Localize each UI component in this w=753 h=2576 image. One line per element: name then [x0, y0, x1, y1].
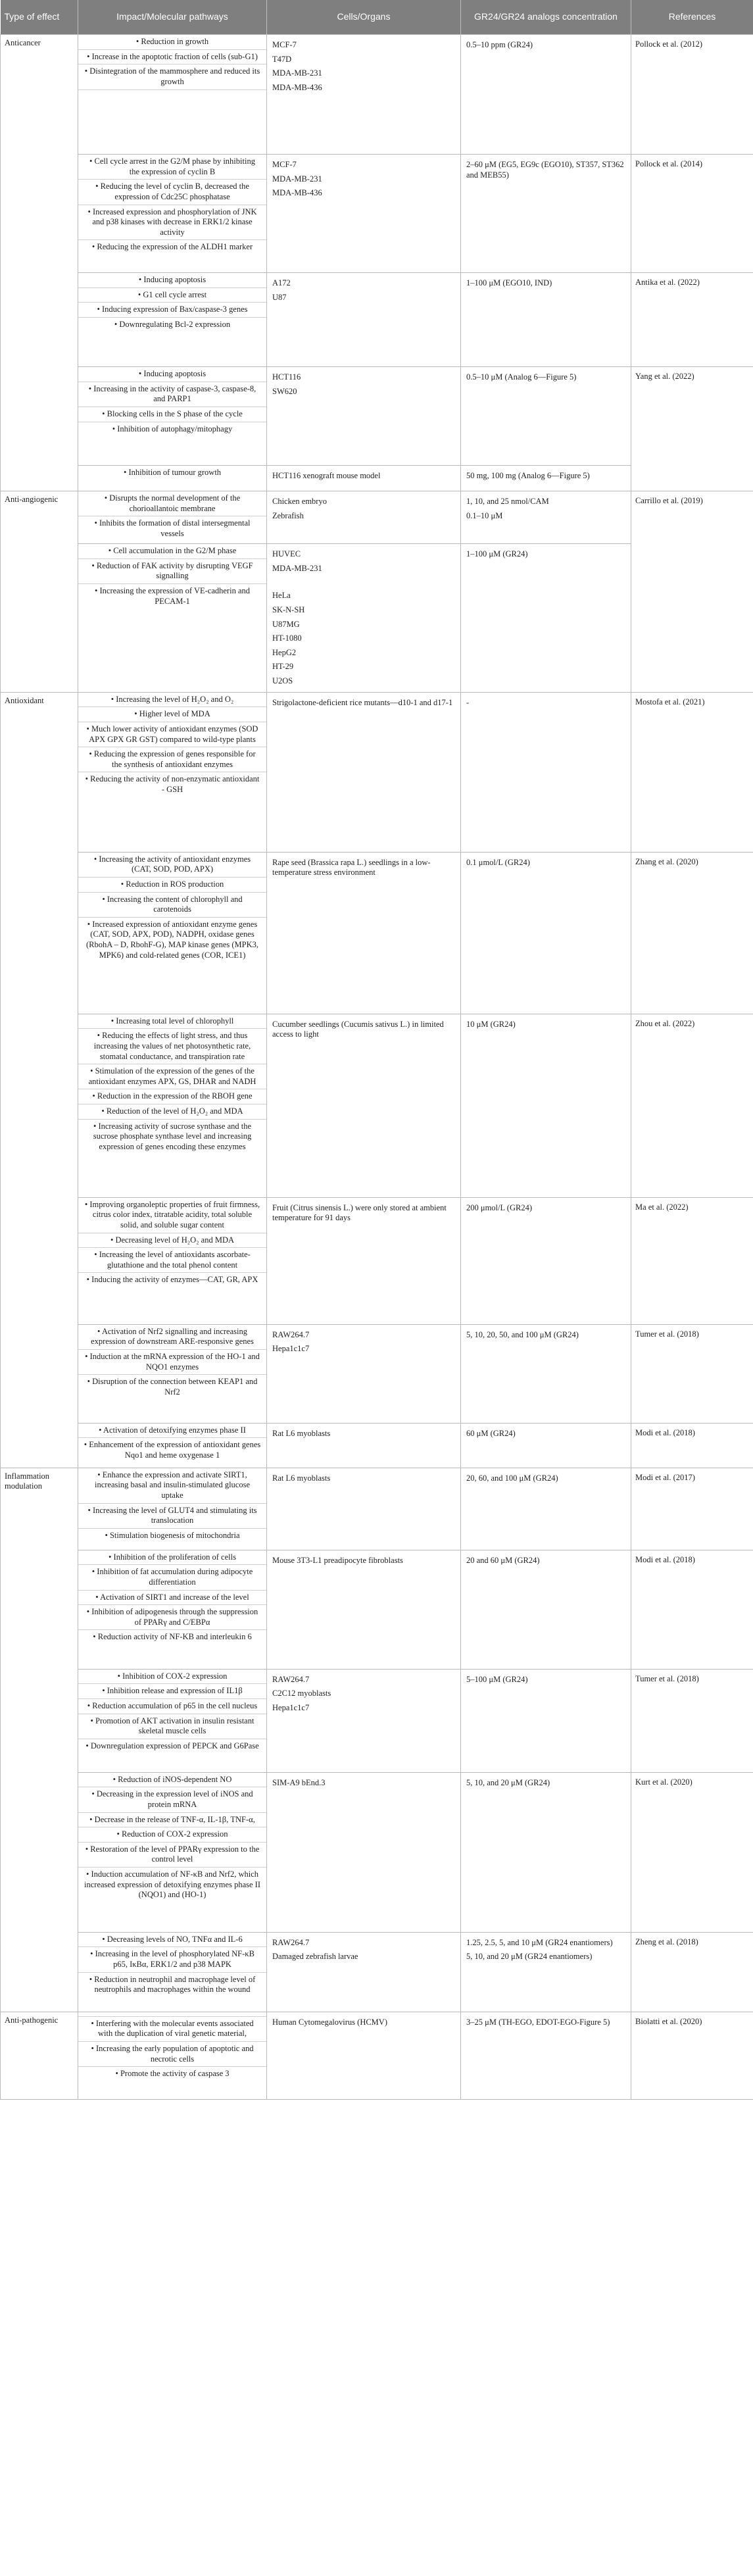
impact-cell — [78, 852, 267, 1014]
concentration-value: 60 μM (GR24) — [466, 1428, 516, 1438]
impact-cell — [78, 692, 267, 852]
cell-line-item: HT-1080 — [272, 633, 302, 643]
impact-item: • Disintegration of the mammosphere and reduced its growth — [78, 64, 266, 89]
reference-text: Modi et al. (2017) — [635, 1472, 695, 1482]
concentration-value: 3–25 μM (TH-EGO, EDOT-EGO-Figure 5) — [466, 2017, 610, 2027]
concentration-cell — [461, 852, 631, 1014]
impact-item: • Increasing the level of GLUT4 and stimulating its translocation — [78, 1503, 266, 1528]
cell-line-item: MDA-MB-436 — [272, 82, 322, 92]
impact-item: • Decreasing in the expression level of iNOS and protein mRNA — [78, 1787, 266, 1812]
table-row — [1, 1772, 753, 1932]
effect-type: Anticancer — [1, 35, 78, 491]
reference-cell — [631, 155, 753, 273]
reference-cell — [631, 1669, 753, 1772]
concentration-value: 0.5–10 μM (Analog 6—Figure 5) — [466, 372, 577, 382]
impact-cell — [78, 1423, 267, 1468]
impact-cell — [78, 2012, 267, 2099]
impact-item: • Increasing the content of chlorophyll and carotenoids — [78, 892, 266, 917]
cell-line-item: Chicken embryo — [272, 497, 327, 506]
cells-cell — [267, 1932, 461, 2012]
impact-item: • Increasing in the level of phosphorylated NF-κB p65, IκBα, ERK1/2 and p38 MAPK — [78, 1946, 266, 1971]
impact-item: • Disrupts the normal development of the chorioallantoic membrane — [104, 493, 241, 513]
impact-item: • Inducing apoptosis — [138, 369, 206, 378]
impact-item: • Interfering with the molecular events associated with the duplication of viral genetic material, — [78, 2016, 266, 2041]
reference-text: Modi et al. (2018) — [635, 1427, 695, 1437]
reference-text: Antika et al. (2022) — [635, 278, 700, 287]
table-row — [1, 1932, 753, 2012]
impact-cell — [78, 1014, 267, 1197]
table-row — [1, 1669, 753, 1772]
cells-cell — [267, 2012, 461, 2099]
effect-type: Anti-angiogenic — [1, 491, 78, 693]
impact-item: • Decrease in the release of TNF-α, IL-1β, TNF-α, — [78, 1812, 266, 1827]
cells-cell — [267, 1014, 461, 1197]
concentration-value: 2–60 μM (EG5, EG9c (EGO10), ST357, ST362 and MEB55) — [466, 160, 624, 180]
impact-item: • Cell accumulation in the G2/M phase — [108, 546, 237, 555]
cell-line-item: U87MG — [272, 619, 300, 629]
cells-cell — [267, 1468, 461, 1550]
cell-line-item: Damaged zebrafish larvae — [272, 1952, 358, 1962]
impact-item: • Increasing the expression of VE-cadherin and PECAM-1 — [78, 583, 266, 608]
impact-cell — [78, 466, 267, 491]
impact-cell — [78, 1468, 267, 1550]
impact-item: • Reducing the activity of non-enzymatic antioxidant - GSH — [78, 772, 266, 797]
impact-cell — [78, 544, 267, 693]
cells-cell — [267, 1772, 461, 1932]
cells-cell — [267, 273, 461, 367]
table-row — [1, 1550, 753, 1669]
table-row — [1, 35, 753, 155]
cell-line-item: HCT116 — [272, 372, 301, 382]
cell-line-item: HCT116 xenograft mouse model — [272, 471, 381, 480]
impact-item: • Reduction activity of NF-KB and interleukin 6 — [78, 1629, 266, 1645]
reference-cell — [631, 1772, 753, 1932]
cell-line-item: Zebrafish — [272, 510, 304, 520]
concentration-cell — [461, 1550, 631, 1669]
reference-text: Zhang et al. (2020) — [635, 856, 698, 866]
cell-line-item: HUVEC — [272, 549, 301, 558]
impact-item: • Increased expression and phosphorylation of JNK and p38 kinases with decrease in ERK1/2 kinase activity — [78, 205, 266, 240]
reference-text: Pollock et al. (2014) — [635, 159, 703, 168]
impact-item: • Increasing the level of antioxidants ascorbate-glutathione and the total phenol content — [78, 1247, 266, 1272]
table-row — [1, 155, 753, 273]
impact-item: • Restoration of the level of PPARγ expression to the control level — [78, 1842, 266, 1867]
concentration-value: 0.5–10 ppm (GR24) — [466, 40, 533, 49]
impact-item: • Promotion of AKT activation in insulin resistant skeletal muscle cells — [78, 1714, 266, 1739]
cells-cell — [267, 466, 461, 491]
concentration-value: 0.1–10 μM — [466, 510, 503, 520]
reference-text: Modi et al. (2018) — [635, 1554, 695, 1564]
cell-line-item: Cucumber seedlings (Cucumis sativus L.) in limited access to light — [272, 1019, 444, 1039]
concentration-cell — [461, 155, 631, 273]
cell-line-item: RAW264.7 — [272, 1674, 310, 1684]
cells-cell — [267, 1324, 461, 1423]
impact-item: • Reduction in ROS production — [78, 877, 266, 892]
header-impact: Impact/Molecular pathways — [78, 0, 267, 35]
concentration-value: 1, 10, and 25 nmol/CAM — [466, 497, 549, 506]
impact-item: • Promote the activity of caspase 3 — [78, 2066, 266, 2081]
cell-line-item: Mouse 3T3-L1 preadipocyte fibroblasts — [272, 1555, 403, 1565]
impact-cell — [78, 273, 267, 367]
cell-line-item: Fruit (Citrus sinensis L.) were only stored at ambient temperature for 91 days — [272, 1202, 447, 1223]
table-row — [1, 491, 753, 544]
cell-line-item: SW620 — [272, 386, 297, 396]
reference-cell — [631, 1932, 753, 2012]
reference-text: Zhou et al. (2022) — [635, 1018, 695, 1028]
reference-text: Tumer et al. (2018) — [635, 1673, 699, 1683]
cells-cell — [267, 1669, 461, 1772]
impact-item: • Cell cycle arrest in the G2/M phase by inhibiting the expression of cyclin B — [89, 157, 255, 176]
impact-item — [78, 89, 266, 94]
cell-line-item: MDA-MB-231 — [272, 68, 322, 78]
reference-cell — [631, 1014, 753, 1197]
table-row — [1, 852, 753, 1014]
cell-line-item: A172 — [272, 278, 291, 287]
cell-line-item: Rape seed (Brassica rapa L.) seedlings in a low-temperature stress environment — [272, 857, 431, 878]
impact-item: • Inhibition of the proliferation of cells — [109, 1552, 236, 1562]
impact-item: • Reducing the level of cyclin B, decreased the expression of Cdc25C phosphatase — [78, 179, 266, 204]
impact-item: • Increasing total level of chlorophyll — [110, 1016, 234, 1026]
concentration-cell — [461, 544, 631, 693]
cells-cell — [267, 1197, 461, 1324]
reference-text: Yang et al. (2022) — [635, 372, 694, 381]
table-body — [1, 35, 753, 2100]
table-row — [1, 1197, 753, 1324]
concentration-cell — [461, 367, 631, 466]
impact-cell — [78, 1550, 267, 1669]
cell-line-item: SK-N-SH — [272, 605, 305, 614]
impact-item: • Reducing the expression of the ALDH1 marker — [78, 239, 266, 255]
concentration-cell — [461, 1932, 631, 2012]
table-row — [1, 1468, 753, 1550]
impact-cell — [78, 1772, 267, 1932]
impact-item: • Activation of Nrf2 signalling and increasing expression of downstream ARE-responsive genes — [91, 1326, 254, 1347]
concentration-cell — [461, 1468, 631, 1550]
cell-line-item: Hepa1c1c7 — [272, 1344, 310, 1354]
impact-item: • Improving organoleptic properties of fruit firmness, citrus color index, titratable acidity, total soluble solid, and soluble sugar content — [84, 1199, 260, 1229]
table-row — [1, 1423, 753, 1468]
concentration-value: 20 and 60 μM (GR24) — [466, 1555, 540, 1565]
concentration-value: 5, 10, and 20 μM (GR24 enantiomers) — [466, 1952, 593, 1962]
impact-item: • Enhance the expression and activate SIRT1, increasing basal and insulin-stimulated glucose uptake — [94, 1470, 251, 1500]
impact-cell — [78, 1932, 267, 2012]
impact-item: • Increasing the activity of antioxidant enzymes (CAT, SOD, POD, APX) — [93, 854, 251, 874]
reference-text: Tumer et al. (2018) — [635, 1329, 699, 1339]
impact-item: • Activation of SIRT1 and increase of the level — [78, 1590, 266, 1605]
impact-item: • Reducing the effects of light stress, and thus increasing the values of net photosynthetic rate, stomatal conductance, and transpiration rate — [78, 1028, 266, 1064]
impact-item: • Stimulation biogenesis of mitochondria — [78, 1528, 266, 1543]
cell-line-item: RAW264.7 — [272, 1329, 310, 1339]
cell-line-item: Strigolactone-deficient rice mutants—d10-1 and d17-1 — [272, 697, 453, 707]
cell-line-item: MDA-MB-231 — [272, 174, 322, 184]
impact-item: • Reduction of iNOS-dependent NO — [112, 1774, 232, 1784]
concentration-value: 1–100 μM (EGO10, IND) — [466, 278, 552, 287]
reference-cell — [631, 35, 753, 155]
impact-item: • Increased expression of antioxidant enzyme genes (CAT, SOD, APX, POD), NADPH, oxidase genes (RbohA – D, RbohF-G), MAP kinase genes (MPK3, MPK6) and cold-related genes (COR, ICE1) — [78, 917, 266, 963]
reference-cell — [631, 367, 753, 491]
concentration-value: 1.25, 2.5, 5, and 10 μM (GR24 enantiomers) — [466, 1937, 613, 1947]
cell-line-item: HeLa — [272, 591, 291, 601]
cells-cell — [267, 367, 461, 466]
header-type: Type of effect — [1, 0, 78, 35]
cells-cell — [267, 852, 461, 1014]
reference-text: Carrillo et al. (2019) — [635, 496, 703, 505]
cell-line-item: SIM-A9 bEnd.3 — [272, 1777, 326, 1787]
effect-type: Antioxidant — [1, 692, 78, 1468]
impact-item: • Inhibition release and expression of IL1β — [78, 1683, 266, 1698]
concentration-cell — [461, 1014, 631, 1197]
impact-cell — [78, 155, 267, 273]
cell-line-item: MDA-MB-436 — [272, 188, 322, 198]
reference-text: Biolatti et al. (2020) — [635, 2016, 702, 2026]
table-row — [1, 367, 753, 466]
impact-item: • Much lower activity of antioxidant enzymes (SOD APX GPX GR GST) compared to wild-type plants — [78, 722, 266, 747]
cell-line-item: MDA-MB-231 — [272, 563, 322, 573]
impact-cell — [78, 1669, 267, 1772]
impact-cell — [78, 1197, 267, 1324]
concentration-cell — [461, 1324, 631, 1423]
impact-item: • Inhibition of tumour growth — [123, 468, 222, 477]
reference-cell — [631, 491, 753, 693]
impact-item: • Induction at the mRNA expression of the HO-1 and NQO1 enzymes — [78, 1349, 266, 1374]
cell-line-item: Human Cytomegalovirus (HCMV) — [272, 2017, 387, 2027]
cell-line-item: HepG2 — [272, 647, 297, 657]
cells-cell — [267, 491, 461, 544]
concentration-cell — [461, 35, 631, 155]
impact-item: • Increasing in the activity of caspase-3, caspase-8, and PARP1 — [78, 382, 266, 407]
table-header-row — [1, 0, 753, 35]
effect-type: Anti-pathogenic — [1, 2012, 78, 2099]
impact-item: • Activation of detoxifying enzymes phase II — [99, 1425, 246, 1435]
impact-item: • Inducing the activity of enzymes—CAT, GR, APX — [78, 1272, 266, 1287]
impact-item: • Increase in the apoptotic fraction of cells (sub-G1) — [78, 49, 266, 64]
impact-item: • Reduction of COX-2 expression — [78, 1827, 266, 1842]
concentration-cell — [461, 692, 631, 852]
impact-item: • Downregulating Bcl-2 expression — [78, 317, 266, 332]
impact-item: • Inhibition of fat accumulation during adipocyte differentiation — [78, 1564, 266, 1589]
impact-item: • G1 cell cycle arrest — [78, 287, 266, 303]
cell-line-item: C2C12 myoblasts — [272, 1689, 331, 1698]
impact-cell — [78, 367, 267, 466]
cell-line-item: Rat L6 myoblasts — [272, 1473, 331, 1483]
cells-cell — [267, 155, 461, 273]
impact-item: • Higher level of MDA — [78, 706, 266, 722]
cell-line-item: MCF-7 — [272, 40, 297, 49]
cell-line-item: HT-29 — [272, 662, 294, 672]
impact-item: • Induction accumulation of NF-κB and Nrf2, which increased expression of detoxifying enzymes phase II (NQO1) and (HO-1) — [78, 1867, 266, 1902]
cells-cell — [267, 1423, 461, 1468]
impact-item: • Inducing apoptosis — [138, 275, 206, 284]
cell-line-item: MCF-7 — [272, 160, 297, 169]
header-cells: Cells/Organs — [267, 0, 461, 35]
cells-cell — [267, 692, 461, 852]
reference-cell — [631, 1423, 753, 1468]
concentration-cell — [461, 2012, 631, 2099]
concentration-value: 5, 10, and 20 μM (GR24) — [466, 1777, 550, 1787]
table-row — [1, 1014, 753, 1197]
table-row — [1, 2012, 753, 2099]
cells-cell — [267, 1550, 461, 1669]
header-concentration: GR24/GR24 analogs concentration — [461, 0, 631, 35]
cells-cell — [267, 544, 461, 693]
impact-item: • Reduction in growth — [135, 37, 209, 46]
reference-cell — [631, 1468, 753, 1550]
header-references: References — [631, 0, 753, 35]
impact-cell — [78, 35, 267, 155]
concentration-cell — [461, 1423, 631, 1468]
reference-cell — [631, 1550, 753, 1669]
concentration-cell — [461, 491, 631, 544]
concentration-value: 1–100 μM (GR24) — [466, 549, 528, 558]
impact-item: • Decreasing level of H₂O₂ and MDA — [78, 1233, 266, 1248]
impact-item: • Reduction in the expression of the RBOH gene — [78, 1089, 266, 1104]
impact-item: • Reduction of FAK activity by disrupting VEGF signalling — [78, 558, 266, 583]
impact-item: • Reduction in neutrophil and macrophage level of neutrophils and macrophages within the wound — [78, 1972, 266, 1997]
impact-item: • Increasing the early population of apoptotic and necrotic cells — [78, 2041, 266, 2066]
impact-item: • Inhibits the formation of distal intersegmental vessels — [78, 516, 266, 541]
concentration-value: 50 mg, 100 mg (Analog 6—Figure 5) — [466, 471, 590, 480]
cell-line-item: U2OS — [272, 676, 293, 685]
cell-line-item: Rat L6 myoblasts — [272, 1428, 331, 1438]
impact-item: • Downregulation expression of PEPCK and G6Pase — [78, 1739, 266, 1754]
impact-item: • Increasing activity of sucrose synthase and the sucrose phosphate synthase level and increasing expression of genes encoding these enzymes — [78, 1119, 266, 1154]
reference-text: Zheng et al. (2018) — [635, 1937, 698, 1946]
reference-text: Ma et al. (2022) — [635, 1202, 689, 1212]
concentration-cell — [461, 1669, 631, 1772]
effect-type: Inflammation modulation — [1, 1468, 78, 2012]
concentration-value: 200 μmol/L (GR24) — [466, 1202, 532, 1212]
impact-item: • Inhibition of COX-2 expression — [117, 1671, 228, 1681]
cells-cell — [267, 35, 461, 155]
table-row — [1, 273, 753, 367]
impact-item: • Increasing the level of H₂O₂ and O₂ — [110, 694, 234, 704]
impact-item: • Inhibition of autophagy/mitophagy — [78, 422, 266, 437]
impact-cell — [78, 1324, 267, 1423]
reference-text: Kurt et al. (2020) — [635, 1777, 692, 1787]
cell-line-item: T47D — [272, 54, 292, 64]
concentration-cell — [461, 273, 631, 367]
reference-cell — [631, 1197, 753, 1324]
impact-item: • Disruption of the connection between KEAP1 and Nrf2 — [78, 1374, 266, 1399]
cell-line-item: RAW264.7 — [272, 1937, 310, 1947]
reference-text: Mostofa et al. (2021) — [635, 697, 705, 706]
impact-item: • Decreasing levels of NO, TNFα and IL-6 — [102, 1934, 243, 1944]
concentration-cell — [461, 466, 631, 491]
concentration-value: 10 μM (GR24) — [466, 1019, 516, 1029]
concentration-cell — [461, 1772, 631, 1932]
reference-cell — [631, 273, 753, 367]
concentration-value: 0.1 μmol/L (GR24) — [466, 857, 530, 867]
table-row — [1, 692, 753, 852]
concentration-value: 20, 60, and 100 μM (GR24) — [466, 1473, 558, 1483]
impact-item: • Inducing expression of Bax/caspase-3 genes — [78, 302, 266, 317]
impact-item: • Blocking cells in the S phase of the cycle — [78, 407, 266, 422]
impact-item: • Enhancement of the expression of antioxidant genes Nqo1 and heme oxygenase 1 — [78, 1437, 266, 1462]
table-row — [1, 1324, 753, 1423]
cell-line-item: U87 — [272, 292, 287, 302]
impact-item: • Reduction of the level of H₂O₂ and MDA — [78, 1104, 266, 1119]
cell-line-item: Hepa1c1c7 — [272, 1702, 310, 1712]
concentration-value: 5–100 μM (GR24) — [466, 1674, 528, 1684]
concentration-value: 5, 10, 20, 50, and 100 μM (GR24) — [466, 1329, 579, 1339]
concentration-value: - — [466, 697, 470, 707]
reference-cell — [631, 852, 753, 1014]
impact-item: • Reducing the expression of genes responsible for the synthesis of antioxidant enzymes — [78, 747, 266, 772]
concentration-cell — [461, 1197, 631, 1324]
reference-cell — [631, 2012, 753, 2099]
reference-cell — [631, 1324, 753, 1423]
reference-text: Pollock et al. (2012) — [635, 39, 703, 49]
reference-cell — [631, 692, 753, 852]
impact-item: • Inhibition of adipogenesis through the suppression of PPARγ and C/EBPα — [78, 1604, 266, 1629]
impact-item: • Reduction accumulation of p65 in the cell nucleus — [78, 1698, 266, 1714]
impact-cell — [78, 491, 267, 544]
impact-item: • Stimulation of the expression of the genes of the antioxidant enzymes APX, GS, DHAR and NADH — [78, 1064, 266, 1089]
